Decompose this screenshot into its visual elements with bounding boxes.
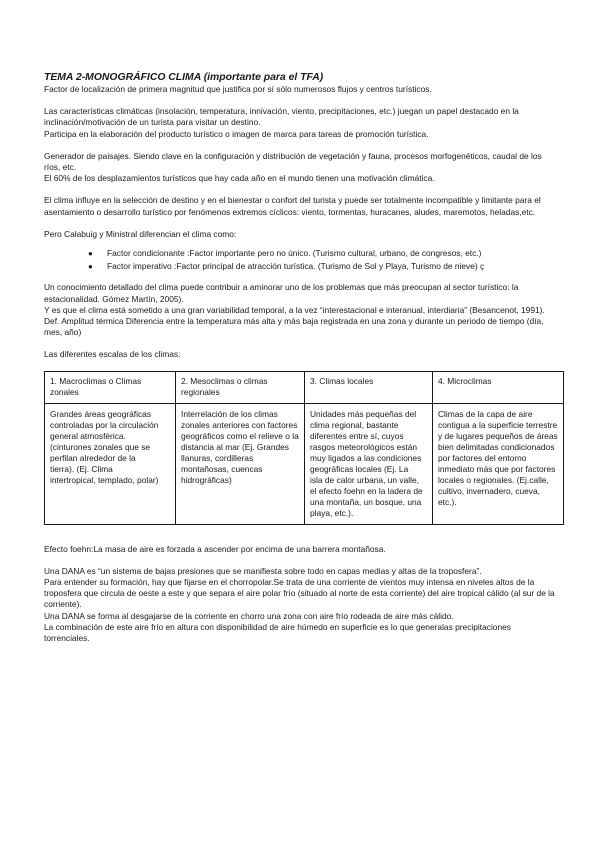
paragraph-dana-formation: Una DANA se forma al desgajarse de la corriente en chorro una zona con aire frío rodeada de aire más cálido.	[44, 610, 454, 621]
table-header-cell: 1. Macroclimas o Climas zonales	[45, 371, 176, 403]
table-header-row	[45, 371, 564, 403]
paragraph-dana-definition: Una DANA es “un sistema de bajas presiones que se manifiesta sobre todo en capas medias y altas de la troposfera”.	[44, 565, 482, 576]
document-title: TEMA 2-MONOGRÁFICO CLIMA (importante para el TFA)	[44, 72, 324, 83]
paragraph-thermal-amplitude: Def. Amplitud térmica Diferencia entre la temperatura más alta y más baja registrada en una zona y durante un periodo de tiempo (día, mes, año)	[44, 316, 544, 338]
paragraph-torrential-rain: La combinación de este aire frío en altura con disponibilidad de aire húmedo en superficie es lo que generalas precipitaciones torrenciales.	[44, 621, 511, 644]
table-header-cell: 4. Microclimas	[433, 371, 564, 403]
table-header-cell: 3. Climas locales	[305, 371, 433, 403]
paragraph-landscape-generator: Generador de paisajes. Siendo clave en la configuración y distribución de vegetación y fauna, procesos morfogenéticos, caudal de los ríos, etc.	[44, 150, 542, 173]
table-cell: Unidades más pequeñas del clima regional, bastante diferentes entre sí, cuyos rasgos meteorológicos están muy ligados a las condiciones geográficas locales (Ej. La isla de calor urbana, un valle, el efecto foehn en la ladera de una montaña, un bosque, una playa, etc.).	[305, 403, 433, 524]
paragraph-variability: Y es que el clima está sometido a una gran variabilidad temporal, a la vez “interestacional e interanual, interdiaria” (Besancenot, 1991).	[44, 304, 545, 315]
table-row	[45, 403, 564, 524]
paragraph-jet-stream: Para entender su formación, hay que fijarse en el chorropolar.Se trata de una corriente de vientos muy intensa en niveles altos de la troposfera que circula de oeste a este y que separa el aire polar frío (situado al norte de esta corriente) del aire tropical cálido (al sur de la corriente).	[44, 577, 555, 610]
bullet-icon: ●	[88, 262, 93, 272]
paragraph-destination-selection: El clima influye en la selección de destino y en el bienestar o confort del turista y puede ser totalmente incompatible y limitante para el asentamiento o desarrollo turístico por fenómenos extremos cíclicos: viento, tormentas, huracanes, aludes, maremotos, heladas,etc.	[44, 195, 541, 217]
paragraph-climatic-characteristics: Las características climáticas (insolación, temperatura, innivación, viento, precipitaciones, etc.) juegan un papel destacado en la inclinación/motivación de un turista para visitar un destino.	[44, 106, 519, 128]
document-page	[44, 72, 556, 644]
paragraph-calabuig-ministral: Pero Calabuig y Ministral diferencian el clima como:	[44, 228, 237, 239]
paragraph-tourist-product: Participa en la elaboración del producto turístico o imagen de marca para tareas de promoción turística.	[44, 128, 429, 139]
paragraph-scales-intro: Las diferentes escalas de los climas:	[44, 349, 181, 360]
list-item: ● Factor imperativo :Factor principal de atracción turística. (Turismo de Sol y Playa, Turismo de nieve) ç	[88, 261, 485, 272]
climate-factor-list	[44, 248, 556, 272]
paragraph-foehn-effect: Efecto foehn:La masa de aire es forzada a ascender por encima de una barrera montañosa.	[44, 543, 386, 554]
climate-scales-table	[44, 371, 564, 525]
paragraph-climate-motivation: El 60% de los desplazamientos turísticos que hay cada año en el mundo tienen una motivación climática.	[44, 173, 435, 184]
paragraph-seasonality: Un conocimiento detallado del clima puede contribuir a aminorar uno de los problemas que más preocupan al sector turístico: la estacionalidad. Gómez Martín, 2005).	[44, 282, 519, 304]
table-cell: Climas de la capa de aire contigua a la superficie terrestre y de lugares pequeños de áreas bien delimitadas condicionados por factores del entorno inmediato más que por factores locales o regionales. (Ej.calle, cultivo, invernadero, cueva, etc.).	[433, 403, 564, 524]
intro-paragraph: Factor de localización de primera magnitud que justifica por sí sólo numerosos flujos y centros turísticos.	[44, 84, 432, 94]
bullet-icon: ●	[88, 249, 93, 259]
table-cell: Interrelación de los climas zonales anteriores con factores geográficos como el relieve o la distancia al mar (Ej. Grandes llanuras, cordilleras montañosas, cuencas hidrográficas)	[176, 403, 305, 524]
table-header-cell: 2. Mesoclimas o climas regionales	[176, 371, 305, 403]
table-cell: Grandes áreas geográficas controladas por la circulación general atmosférica. (cinturones zonales que se perfilan alrededor de la tierra). (Ej. Clima intertropical, templado, polar)	[45, 403, 176, 524]
list-item: ● Factor condicionante :Factor importante pero no único. (Turismo cultural, urbano, de congresos, etc.)	[88, 248, 482, 259]
